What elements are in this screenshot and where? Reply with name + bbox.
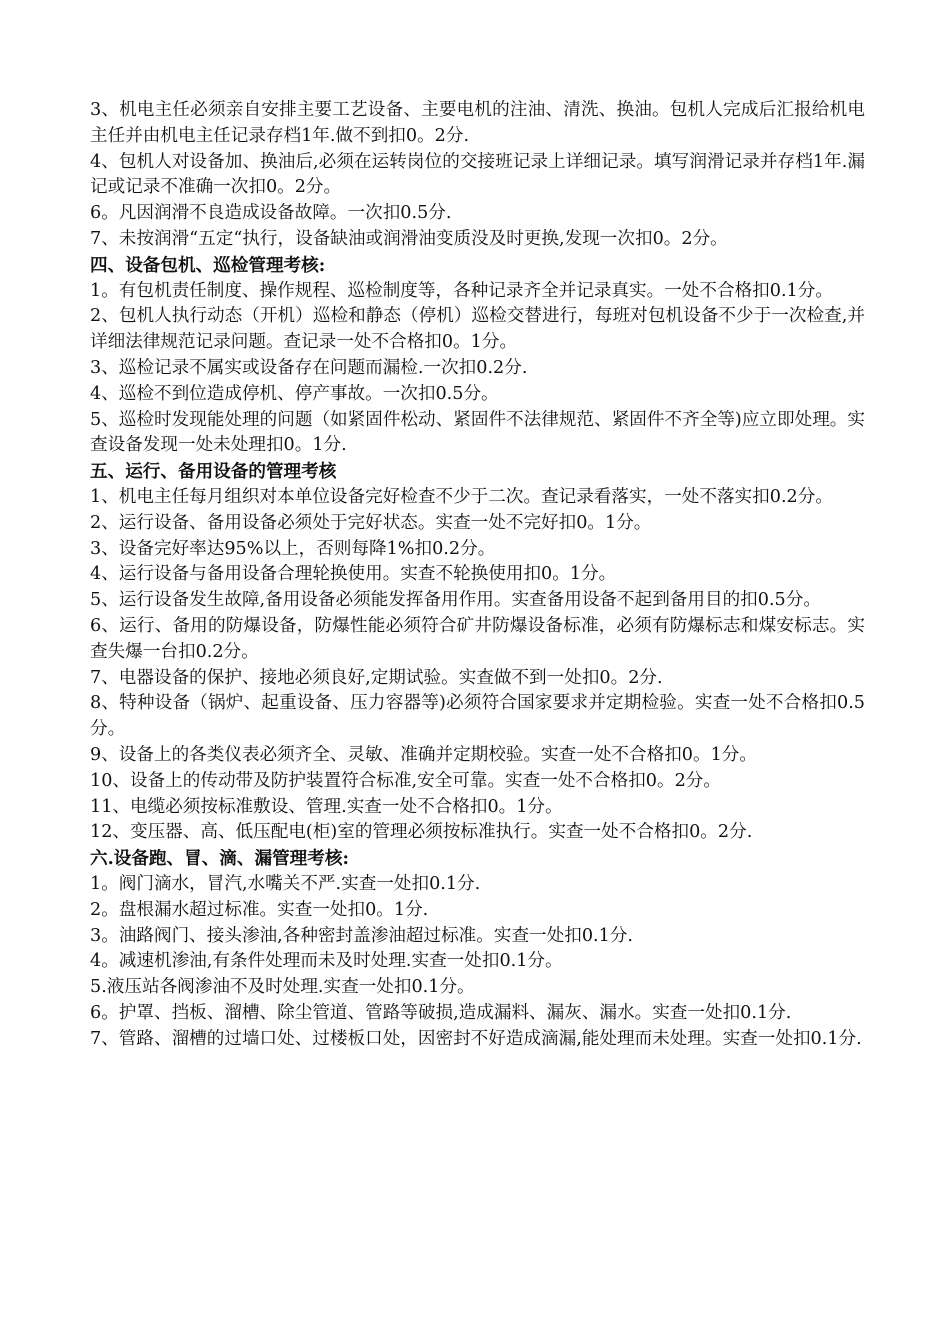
list-item: 3、设备完好率达95%以上，否则每降1%扣0.2分。 <box>90 538 496 559</box>
list-item: 6。凡因润滑不良造成设备故障。一次扣0.5分. <box>90 203 452 224</box>
list-item: 11、电缆必须按标准敷设、管理.实查一处不合格扣0。1分。 <box>90 796 563 817</box>
list-item: 6、运行、备用的防爆设备，防爆性能必须符合矿井防爆设备标准，必须有防爆标志和煤安标志。实查失爆一台扣0.2分。 <box>90 615 865 662</box>
list-item: 3、巡检记录不属实或设备存在问题而漏检.一次扣0.2分. <box>90 357 528 378</box>
section-lubrication-continued <box>90 98 865 253</box>
list-item: 6。护罩、挡板、溜槽、除尘管道、管路等破损,造成漏料、漏灰、漏水。实查一处扣0.1分. <box>90 1002 792 1023</box>
list-item: 3。油路阀门、接头渗油,各种密封盖渗油超过标准。实查一处扣0.1分. <box>90 925 633 946</box>
list-item: 2、运行设备、备用设备必须处于完好状态。实查一处不完好扣0。1分。 <box>90 512 652 533</box>
list-item: 2。盘根漏水超过标准。实查一处扣0。1分. <box>90 899 429 920</box>
section-heading: 四、设备包机、巡检管理考核: <box>90 254 326 276</box>
list-item: 5、运行设备发生故障,备用设备必须能发挥备用作用。实查备用设备不起到备用目的扣0.5分。 <box>90 590 821 611</box>
list-item: 7、电器设备的保护、接地必须良好,定期试验。实查做不到一处扣0。2分. <box>90 667 663 688</box>
list-item: 4。减速机渗油,有条件处理而未及时处理.实查一处扣0.1分。 <box>90 951 563 972</box>
section-leakage-management <box>90 846 865 1052</box>
list-item: 8、特种设备（锅炉、起重设备、压力容器等)必须符合国家要求并定期检验。实查一处不合格扣0.5分。 <box>90 693 865 740</box>
section-heading: 五、运行、备用设备的管理考核 <box>90 461 337 483</box>
list-item: 10、设备上的传动带及防护装置符合标准,安全可靠。实查一处不合格扣0。2分。 <box>90 770 721 791</box>
list-item: 1、机电主任每月组织对本单位设备完好检查不少于二次。查记录看落实，一处不落实扣0.2分。 <box>90 486 833 507</box>
list-item: 5、巡检时发现能处理的问题（如紧固件松动、紧固件不法律规范、紧固件不齐全等)应立即处理。实查设备发现一处未处理扣0。1分. <box>90 409 865 456</box>
list-item: 1。阀门滴水，冒汽,水嘴关不严.实查一处扣0.1分. <box>90 873 481 894</box>
document-body <box>90 98 865 1052</box>
list-item: 7、未按润滑“五定“执行，设备缺油或润滑油变质没及时更换,发现一次扣0。2分。 <box>90 228 728 249</box>
list-item: 9、设备上的各类仪表必须齐全、灵敏、准确并定期校验。实查一处不合格扣0。1分。 <box>90 744 757 765</box>
section-running-standby-equipment <box>90 459 865 846</box>
section-patrol-inspection <box>90 253 865 459</box>
list-item: 5.液压站各阀渗油不及时处理.实查一处扣0.1分。 <box>90 977 475 998</box>
list-item: 3、机电主任必须亲自安排主要工艺设备、主要电机的注油、清洗、换油。包机人完成后汇报给机电主任并由机电主任记录存档1年.做不到扣0。2分. <box>90 100 865 146</box>
list-item: 7、管路、溜槽的过墙口处、过楼板口处，因密封不好造成滴漏,能处理而未处理。实查一处扣0.1分. <box>90 1028 862 1049</box>
list-item: 4、运行设备与备用设备合理轮换使用。实查不轮换使用扣0。1分。 <box>90 564 617 585</box>
list-item: 2、包机人执行动态（开机）巡检和静态（停机）巡检交替进行，每班对包机设备不少于一次检查,并详细法律规范记录问题。查记录一处不合格扣0。1分。 <box>90 306 865 353</box>
list-item: 1。有包机责任制度、操作规程、巡检制度等，各种记录齐全并记录真实。一处不合格扣0.1分。 <box>90 280 833 301</box>
list-item: 4、包机人对设备加、换油后,必须在运转岗位的交接班记录上详细记录。填写润滑记录并存档1年.漏记或记录不准确一次扣0。2分。 <box>90 151 865 198</box>
list-item: 4、巡检不到位造成停机、停产事故。一次扣0.5分。 <box>90 383 499 404</box>
list-item: 12、变压器、高、低压配电(柜)室的管理必须按标准执行。实查一处不合格扣0。2分. <box>90 822 753 843</box>
section-heading: 六.设备跑、冒、滴、漏管理考核: <box>90 848 349 870</box>
